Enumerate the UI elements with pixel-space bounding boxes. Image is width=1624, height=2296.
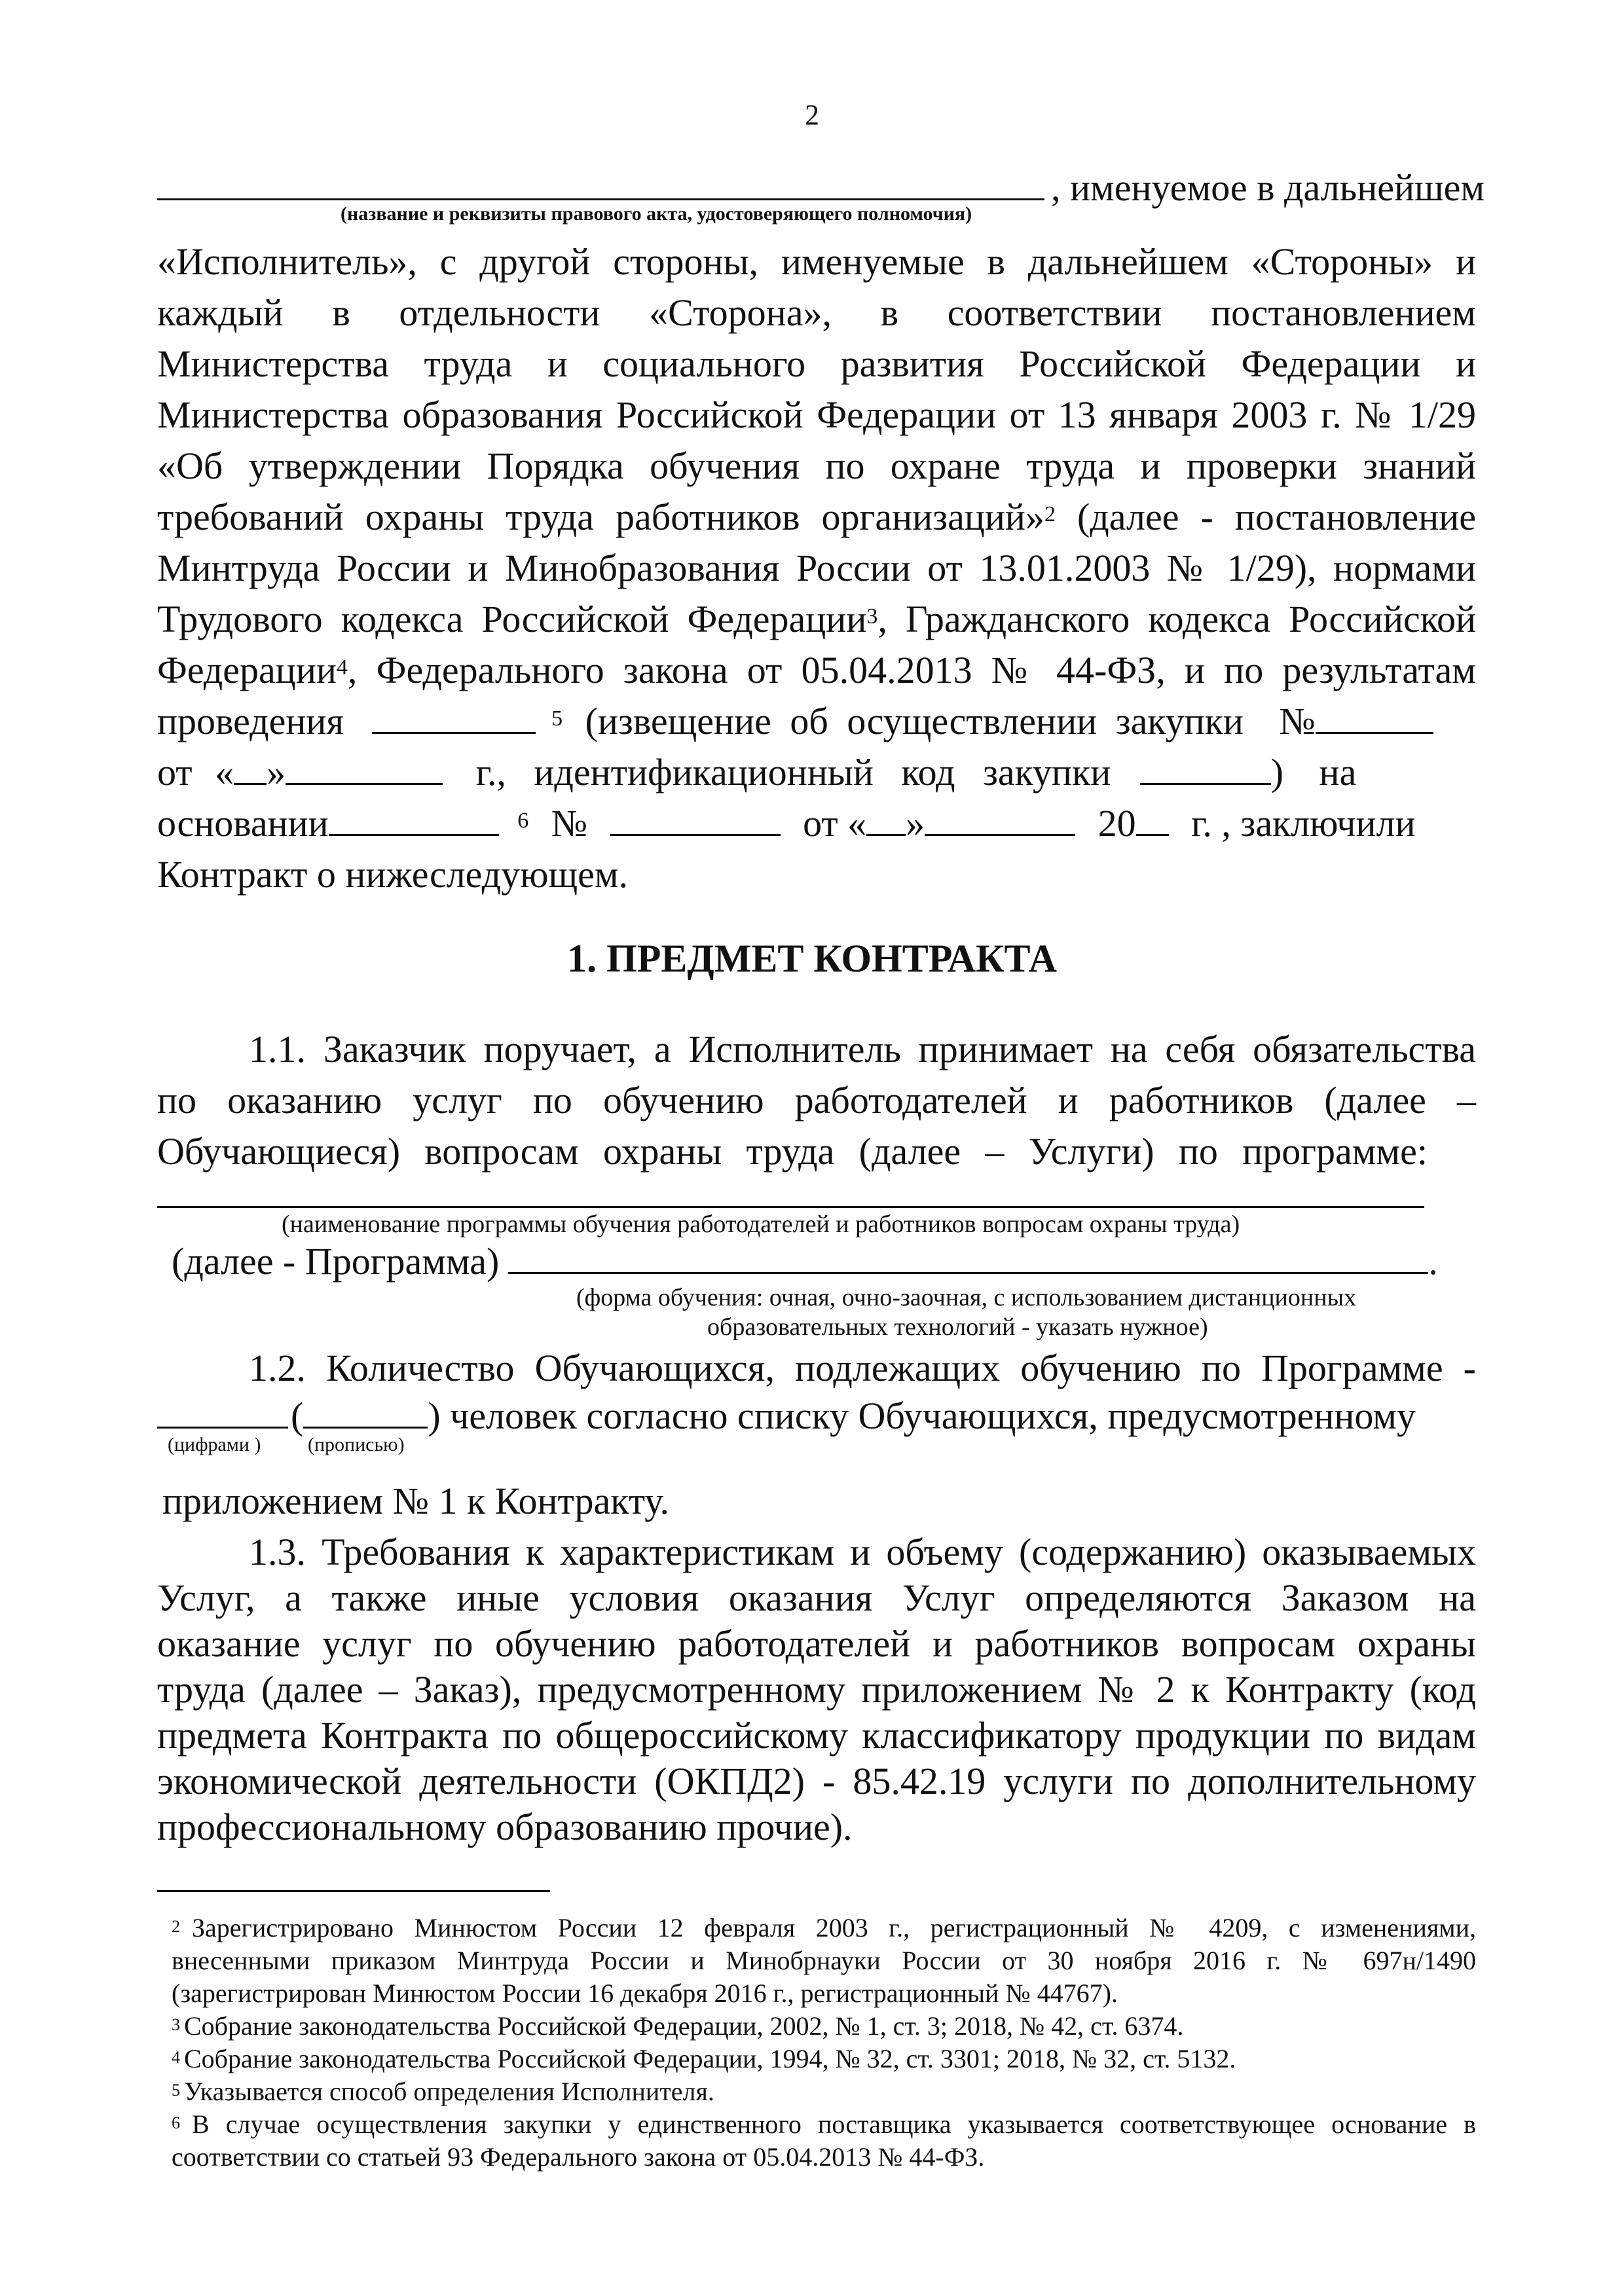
intro-line-11-c: г., идентификационный код закупки — [475, 751, 1111, 793]
footnote-6-line-1-text: В случае осуществления закупки у единственного поставщика указывается соответствующее основание в — [192, 2109, 1476, 2139]
intro-line-9-text: Федерации — [157, 649, 337, 691]
footnote-ref-2: 2 — [1044, 502, 1056, 526]
intro-line-11-b: » — [267, 751, 286, 793]
caption-study-form-b: образовательных технологий - указать нужное) — [707, 1313, 1208, 1341]
p1-1-line-4-text: (далее - Программа) — [172, 1240, 500, 1283]
footnote-5-number: 5 — [172, 2081, 180, 2100]
p1-3-line-5: предмета Контракта по общероссийскому классификатору продукции по видам — [157, 1714, 1476, 1757]
intro-line-0-suffix: , именуемое в дальнейшем — [1051, 166, 1485, 209]
caption-program-name: (наименование программы обучения работодателей и работников вопросам охраны труда) — [282, 1211, 1240, 1238]
footnote-3-number: 3 — [172, 2015, 180, 2034]
p1-3-line-3: оказание услуг по обучению работодателей и работников вопросам охраны — [157, 1622, 1476, 1665]
footnote-2-line-2: внесенными приказом Минтруда России и Минобрнауки России от 30 ноября 2016 г. № 697н/1490 — [172, 1946, 1476, 1975]
intro-line-12-c: от « — [803, 802, 867, 845]
intro-line-11 — [157, 750, 1356, 795]
p1-1-line-2: по оказанию услуг по обучению работодателей и работников (далее – — [157, 1079, 1476, 1121]
footnote-ref-4: 4 — [336, 655, 348, 680]
intro-line-2: каждый в отдельности «Сторона», в соответствии постановлением — [157, 291, 1476, 334]
intro-line-10 — [157, 699, 1433, 744]
intro-line-9 — [157, 647, 1476, 693]
intro-line-12 — [157, 801, 1416, 847]
footnote-5 — [172, 2075, 1476, 2108]
p1-1-line-4-end: . — [1428, 1240, 1438, 1283]
footnote-2-line-3: (зарегистрирован Минюстом России 16 декабря 2016 г., регистрационный № 44767). — [172, 1978, 1118, 2008]
footnote-ref-3: 3 — [866, 604, 878, 629]
blank-basis-year — [1136, 804, 1169, 836]
blank-procurement-method — [372, 702, 536, 734]
intro-line-8-tail: , Гражданского кодекса Российской — [877, 598, 1476, 640]
footnote-6-number: 6 — [172, 2113, 180, 2132]
intro-line-11-d: ) на — [1270, 751, 1357, 793]
blank-basis-month — [925, 804, 1075, 836]
section-title: 1. ПРЕДМЕТ КОНТРАКТА — [567, 937, 1057, 980]
intro-line-11-a: от « — [157, 751, 234, 793]
blank-count-digits — [157, 1396, 288, 1429]
blank-basis-number — [610, 804, 781, 836]
footnote-2-line-1 — [172, 1912, 1476, 1944]
intro-line-3: Министерства труда и социального развития Российской Федерации и — [157, 342, 1476, 385]
intro-line-8-text: Трудового кодекса Российской Федерации — [157, 598, 867, 640]
blank-study-form — [508, 1242, 1428, 1274]
page-number: 2 — [805, 99, 819, 131]
intro-line-12-a: основании — [157, 802, 329, 845]
intro-line-12-e: 20 — [1098, 802, 1136, 845]
intro-line-5: «Об утверждении Порядка обучения по охране труда и проверки знаний — [157, 445, 1476, 487]
footnote-4 — [172, 2043, 1476, 2075]
blank-procurement-code — [1140, 753, 1271, 785]
footnote-2-line-1-text: Зарегистрировано Минюстом России 12 февраля 2003 г., регистрационный № 4209, с изменениями, — [192, 1913, 1476, 1942]
p1-3-line-7: профессиональному образованию прочие). — [157, 1806, 853, 1848]
footnote-separator — [157, 1890, 550, 1892]
blank-month — [286, 753, 443, 785]
intro-line-10-b: (извещение об осуществлении закупки — [585, 700, 1244, 742]
p1-2-line-1: 1.2. Количество Обучающихся, подлежащих обучению по Программе - — [249, 1347, 1476, 1389]
blank-basis-day — [866, 804, 906, 836]
p1-3-line-6: экономической деятельности (ОКПД2) - 85.42.19 услуги по дополнительному — [157, 1760, 1476, 1802]
blank-notice-number — [1316, 702, 1433, 734]
p1-2-line-3: приложением № 1 к Контракту. — [162, 1480, 669, 1522]
intro-line-6-tail: (далее - постановление — [1055, 496, 1477, 538]
blank-legal-act — [157, 168, 1044, 200]
p1-3-line-2: Услуг, а также иные условия оказания Услуг определяются Заказом на — [157, 1576, 1476, 1619]
intro-line-8 — [157, 596, 1476, 642]
footnote-3-text: Собрание законодательства Российской Федерации, 2002, № 1, ст. 3; 2018, № 42, ст. 6374. — [184, 2011, 1184, 2041]
footnote-6-line-2: соответствии со статьей 93 Федерального закона от 05.04.2013 № 44-ФЗ. — [172, 2142, 985, 2172]
p1-2-line-2-b: ) человек согласно списку Обучающихся, предусмотренному — [428, 1394, 1416, 1437]
footnote-6-line-1 — [172, 2108, 1476, 2141]
blank-program-name — [157, 1206, 1424, 1208]
intro-line-6 — [157, 494, 1476, 540]
footnote-2-number: 2 — [172, 1917, 180, 1936]
caption-digits: (цифрами ) — [168, 1434, 261, 1455]
intro-line-12-f: г. , заключили — [1191, 802, 1416, 845]
footnote-ref-6: 6 — [517, 809, 529, 833]
p1-3-line-4: труда (далее – Заказ), предусмотренному приложением № 2 к Контракту (код — [157, 1668, 1476, 1711]
p1-1-line-1: 1.1. Заказчик поручает, а Исполнитель принимает на себя обязательства — [249, 1028, 1476, 1070]
p1-2-line-2-a: ( — [291, 1394, 304, 1437]
blank-basis — [329, 804, 499, 836]
intro-line-12-b: № — [551, 802, 588, 845]
blank-count-words — [303, 1396, 428, 1429]
intro-line-6-text: требований охраны труда работников организаций» — [157, 496, 1044, 538]
intro-line-4: Министерства образования Российской Федерации от 13 января 2003 г. № 1/29 — [157, 393, 1476, 436]
footnote-ref-5: 5 — [551, 706, 563, 731]
intro-line-10-c: № — [1279, 700, 1316, 742]
intro-line-9-tail: , Федерального закона от 05.04.2013 № 44-ФЗ, и по результатам — [347, 649, 1476, 691]
caption-legal-act: (название и реквизиты правового акта, удостоверяющего полномочия) — [341, 203, 972, 225]
caption-words: (прописью) — [308, 1434, 405, 1455]
p1-3-line-1: 1.3. Требования к характеристикам и объему (содержанию) оказываемых — [249, 1531, 1476, 1573]
p1-1-line-4 — [172, 1239, 1438, 1285]
footnote-4-text: Собрание законодательства Российской Федерации, 1994, № 32, ст. 3301; 2018, № 32, ст. 5132. — [184, 2044, 1236, 2073]
p1-2-line-2 — [157, 1393, 1416, 1439]
intro-line-7: Минтруда России и Минобразования России от 13.01.2003 № 1/29), нормами — [157, 547, 1476, 589]
caption-study-form-a: (форма обучения: очная, очно-заочная, с использованием дистанционных — [576, 1284, 1357, 1311]
intro-line-1: «Исполнитель», с другой стороны, именуемые в дальнейшем «Стороны» и — [157, 240, 1476, 283]
footnote-5-text: Указывается способ определения Исполнителя. — [184, 2077, 714, 2106]
intro-line-13: Контракт о нижеследующем. — [157, 853, 629, 896]
intro-line-10-a: проведения — [157, 700, 344, 742]
footnote-3 — [172, 2010, 1476, 2043]
p1-1-line-3: Обучающиеся) вопросам охраны труда (далее – Услуги) по программе: — [157, 1130, 1428, 1173]
intro-line-12-d: » — [906, 802, 925, 845]
blank-day — [234, 753, 267, 785]
footnote-4-number: 4 — [172, 2048, 180, 2067]
